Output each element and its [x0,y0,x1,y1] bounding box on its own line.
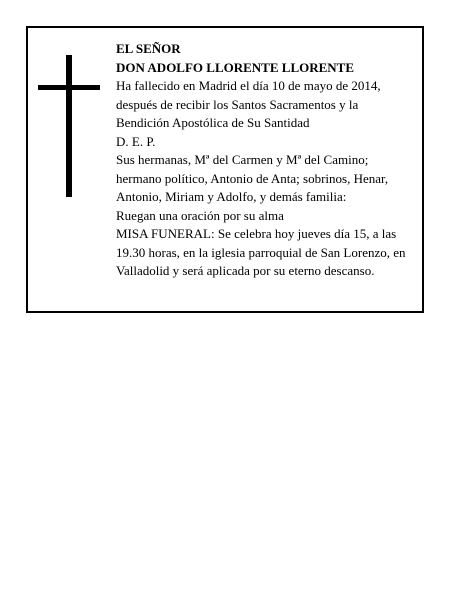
notice-line: Antonio, Miriam y Adolfo, y demás familia: [116,189,347,204]
notice-line-dep: D. E. P. [116,133,156,149]
notice-line: Valladolid y será aplicada por su eterno descanso. [116,263,375,278]
notice-line: después de recibir los Santos Sacramentos y la [116,96,359,112]
notice-line: 19.30 horas, en la iglesia parroquial de San Lorenzo, en [116,244,406,260]
cross-vertical-bar [66,55,72,197]
notice-line: Sus hermanas, Mª del Carmen y Mª del Camino; [116,152,369,167]
notice-line-funeral: MISA FUNERAL: Se celebra hoy jueves día 15, a las [116,226,397,241]
notice-heading-name: DON ADOLFO LLORENTE LLORENTE [116,59,355,75]
notice-line: Ruegan una oración por su alma [116,207,284,223]
notice-text [116,40,422,281]
obituary-notice [26,26,424,313]
cross-horizontal-bar [38,85,100,90]
notice-line: Bendición Apostólica de Su Santidad [116,115,310,130]
notice-heading-title: EL SEÑOR [116,41,181,56]
notice-line: Ha fallecido en Madrid el día 10 de mayo de 2014, [116,78,381,93]
notice-line: hermano político, Antonio de Anta; sobrinos, Henar, [116,170,389,186]
